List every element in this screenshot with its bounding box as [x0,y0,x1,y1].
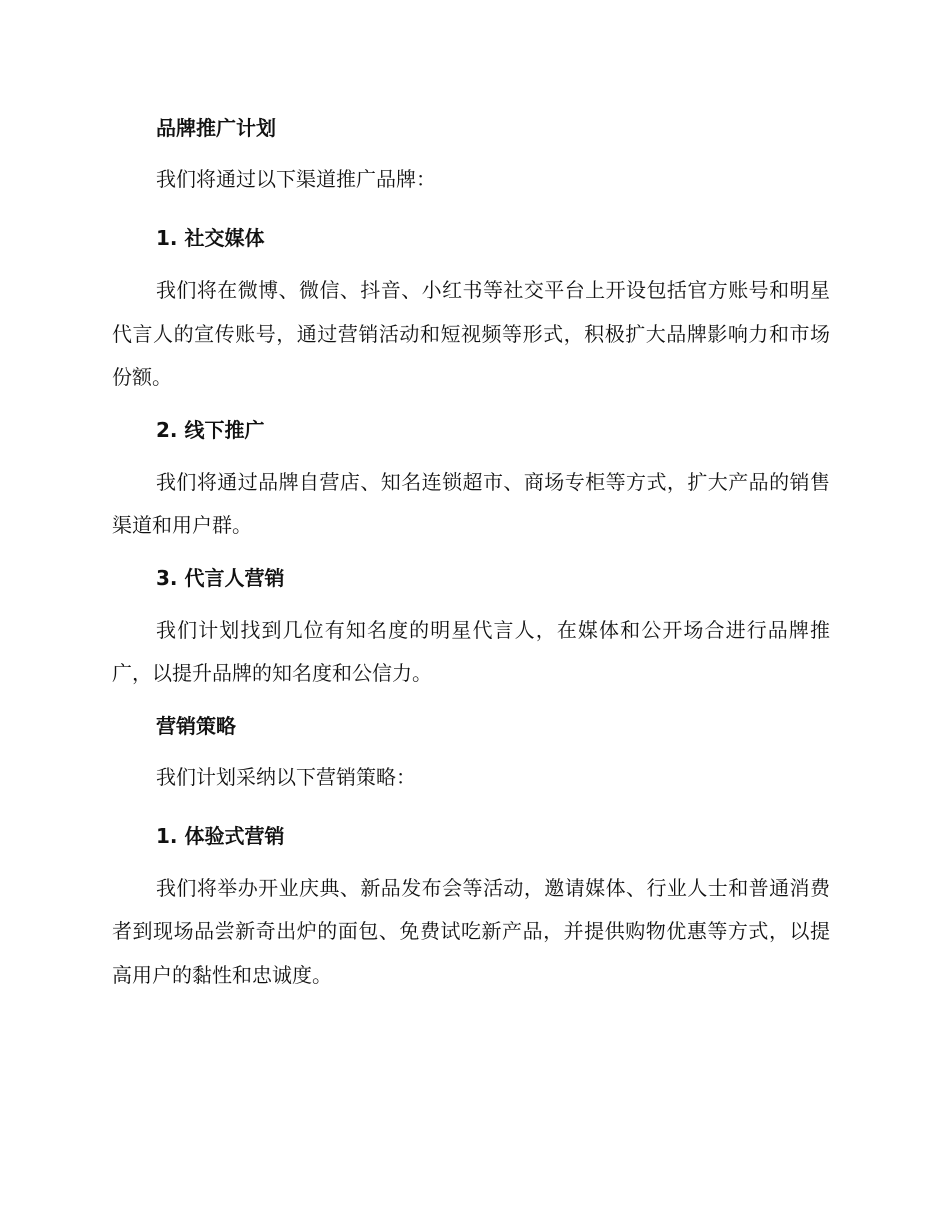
heading-spokesperson-marketing: 3. 代言人营销 [156,565,285,590]
heading-marketing-strategy: 营销策略 [156,713,236,738]
paragraph-channels-intro: 我们将通过以下渠道推广品牌： [156,167,436,191]
paragraph-experiential-marketing: 我们将举办开业庆典、新品发布会等活动，邀请媒体、行业人士和普通消费者到现场品尝新奇出炉的面包、免费试吃新产品，并提供购物优惠等方式，以提高用户的黏性和忠诚度。 [112,875,830,987]
paragraph-social-media: 我们将在微博、微信、抖音、小红书等社交平台上开设包括官方账号和明星代言人的宣传账号，通过营销活动和短视频等形式，积极扩大品牌影响力和市场份额。 [112,278,830,389]
heading-offline-promotion: 2. 线下推广 [156,417,265,442]
heading-brand-promotion-plan: 品牌推广计划 [156,116,276,140]
heading-experiential-marketing: 1. 体验式营销 [156,823,285,848]
paragraph-offline-promotion: 我们将通过品牌自营店、知名连锁超市、商场专柜等方式，扩大产品的销售渠道和用户群。 [112,469,830,537]
paragraph-spokesperson-marketing: 我们计划找到几位有知名度的明星代言人，在媒体和公开场合进行品牌推广，以提升品牌的知名度和公信力。 [112,617,830,685]
paragraph-strategy-intro: 我们计划采纳以下营销策略： [156,764,416,789]
document-page [112,100,830,999]
heading-social-media: 1. 社交媒体 [156,226,265,250]
